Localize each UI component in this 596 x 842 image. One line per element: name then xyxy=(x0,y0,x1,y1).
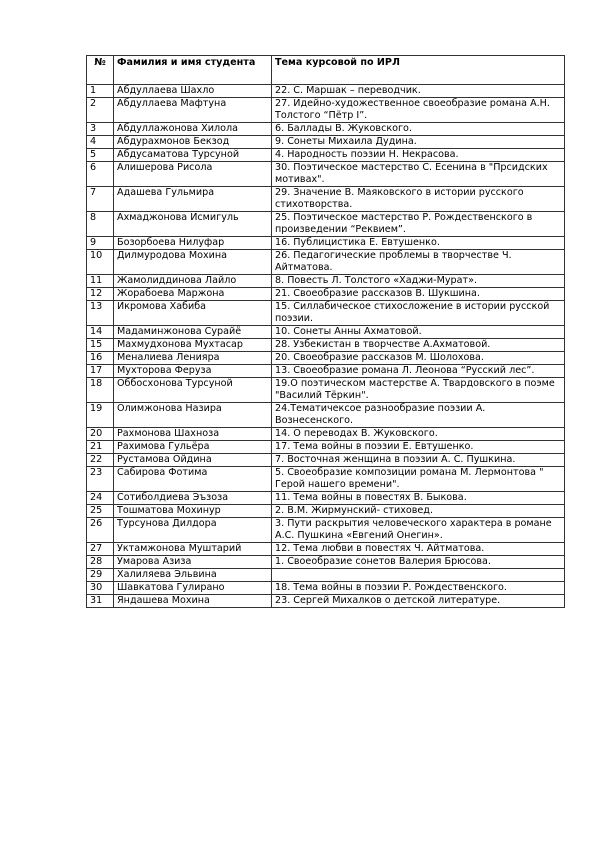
student-name: Умарова Азиза xyxy=(114,556,272,569)
course-topic: 4. Народность поэзии Н. Некрасова. xyxy=(272,149,565,162)
course-topic: 7. Восточная женщина в поэзии А. С. Пушкина. xyxy=(272,454,565,467)
row-number: 24 xyxy=(87,492,114,505)
table-row xyxy=(87,187,565,212)
table-row xyxy=(87,556,565,569)
course-topic: 20. Своеобразие рассказов М. Шолохова. xyxy=(272,352,565,365)
course-topic: 27. Идейно-художественное своеобразие романа А.Н. Толстого “Пётр I”. xyxy=(272,98,565,123)
header-student-name: Фамилия и имя студента xyxy=(114,56,272,85)
row-number: 5 xyxy=(87,149,114,162)
table-row xyxy=(87,98,565,123)
course-topic: 14. О переводах В. Жуковского. xyxy=(272,428,565,441)
course-topic: 28. Узбекистан в творчестве А.Ахматовой. xyxy=(272,339,565,352)
row-number: 20 xyxy=(87,428,114,441)
student-name: Мадаминжонова Сурайё xyxy=(114,326,272,339)
student-name: Абдуллаева Шахло xyxy=(114,85,272,98)
table-row xyxy=(87,467,565,492)
row-number: 7 xyxy=(87,187,114,212)
table-row xyxy=(87,441,565,454)
course-topic: 24.Тематичексое разнообразие поэзии А. Вознесенского. xyxy=(272,403,565,428)
student-name: Жамолиддинова Лайло xyxy=(114,275,272,288)
student-name: Рахимова Гульёра xyxy=(114,441,272,454)
student-name: Тошматова Мохинур xyxy=(114,505,272,518)
student-name: Яндашева Мохина xyxy=(114,595,272,608)
table-row xyxy=(87,301,565,326)
row-number: 8 xyxy=(87,212,114,237)
table-row xyxy=(87,454,565,467)
header-topic: Тема курсовой по ИРЛ xyxy=(272,56,565,85)
student-name: Халиляева Эльвина xyxy=(114,569,272,582)
row-number: 4 xyxy=(87,136,114,149)
course-topic: 22. С. Маршак – переводчик. xyxy=(272,85,565,98)
student-name: Ахмаджонова Исмигуль xyxy=(114,212,272,237)
row-number: 3 xyxy=(87,123,114,136)
course-topic xyxy=(272,569,565,582)
table-row xyxy=(87,403,565,428)
row-number: 2 xyxy=(87,98,114,123)
row-number: 29 xyxy=(87,569,114,582)
course-topic: 5. Своеобразие композиции романа М. Лермонтова " Герой нашего времени". xyxy=(272,467,565,492)
course-topic: 2. В.М. Жирмунский- стиховед. xyxy=(272,505,565,518)
table-row xyxy=(87,326,565,339)
student-name: Уктамжонова Муштарий xyxy=(114,543,272,556)
row-number: 15 xyxy=(87,339,114,352)
student-name: Жорабоева Маржона xyxy=(114,288,272,301)
student-name: Турсунова Дилдора xyxy=(114,518,272,543)
student-name: Олимжонова Назира xyxy=(114,403,272,428)
course-topic: 23. Сергей Михалков о детской литературе. xyxy=(272,595,565,608)
course-topic: 12. Тема любви в повестях Ч. Айтматова. xyxy=(272,543,565,556)
student-name: Сотиболдиева Эъзоза xyxy=(114,492,272,505)
course-topic: 8. Повесть Л. Толстого «Хаджи-Мурат». xyxy=(272,275,565,288)
row-number: 16 xyxy=(87,352,114,365)
table-row xyxy=(87,136,565,149)
course-topic: 3. Пути раскрытия человеческого характера в романе А.С. Пушкина «Евгений Онегин». xyxy=(272,518,565,543)
row-number: 21 xyxy=(87,441,114,454)
table-row xyxy=(87,582,565,595)
row-number: 26 xyxy=(87,518,114,543)
student-name: Рахмонова Шахноза xyxy=(114,428,272,441)
course-topic: 6. Баллады В. Жуковского. xyxy=(272,123,565,136)
table-row xyxy=(87,339,565,352)
course-topic: 25. Поэтическое мастерство Р. Рождественского в произведении “Реквием”. xyxy=(272,212,565,237)
student-name: Алишерова Рисола xyxy=(114,162,272,187)
row-number: 14 xyxy=(87,326,114,339)
row-number: 23 xyxy=(87,467,114,492)
row-number: 19 xyxy=(87,403,114,428)
row-number: 30 xyxy=(87,582,114,595)
table-row xyxy=(87,543,565,556)
row-number: 25 xyxy=(87,505,114,518)
table-row xyxy=(87,505,565,518)
student-name: Дилмуродова Мохина xyxy=(114,250,272,275)
row-number: 27 xyxy=(87,543,114,556)
course-topic: 21. Своеобразие рассказов В. Шукшина. xyxy=(272,288,565,301)
student-name: Абдуллаева Мафтуна xyxy=(114,98,272,123)
row-number: 9 xyxy=(87,237,114,250)
row-number: 1 xyxy=(87,85,114,98)
table-body xyxy=(87,85,565,608)
course-topic: 16. Публицистика Е. Евтушенко. xyxy=(272,237,565,250)
student-name: Абдусаматова Турсуной xyxy=(114,149,272,162)
student-name: Рустамова Ойдина xyxy=(114,454,272,467)
row-number: 17 xyxy=(87,365,114,378)
course-topic: 9. Сонеты Михаила Дудина. xyxy=(272,136,565,149)
row-number: 13 xyxy=(87,301,114,326)
row-number: 22 xyxy=(87,454,114,467)
table-row xyxy=(87,237,565,250)
student-name: Сабирова Фотима xyxy=(114,467,272,492)
table-row xyxy=(87,352,565,365)
student-name: Меналиева Ленияра xyxy=(114,352,272,365)
course-topic: 18. Тема войны в поэзии Р. Рождественского. xyxy=(272,582,565,595)
student-name: Мухторова Феруза xyxy=(114,365,272,378)
course-topic: 17. Тема войны в поэзии Е. Евтушенко. xyxy=(272,441,565,454)
row-number: 6 xyxy=(87,162,114,187)
row-number: 11 xyxy=(87,275,114,288)
student-name: Махмудхонова Мухтасар xyxy=(114,339,272,352)
students-table xyxy=(86,55,565,608)
student-name: Икромова Хабиба xyxy=(114,301,272,326)
table-row xyxy=(87,162,565,187)
row-number: 18 xyxy=(87,378,114,403)
course-topic: 11. Тема войны в повестях В. Быкова. xyxy=(272,492,565,505)
table-header-row xyxy=(87,56,565,85)
course-topic: 19.О поэтическом мастерстве А. Твардовского в поэме "Василий Тёркин". xyxy=(272,378,565,403)
row-number: 31 xyxy=(87,595,114,608)
table-row xyxy=(87,250,565,275)
course-topic: 29. Значение В. Маяковского в истории русского стихотворства. xyxy=(272,187,565,212)
table-row xyxy=(87,212,565,237)
row-number: 28 xyxy=(87,556,114,569)
table-row xyxy=(87,518,565,543)
document-page xyxy=(86,55,564,608)
course-topic: 26. Педагогические проблемы в творчестве Ч. Айтматова. xyxy=(272,250,565,275)
student-name: Адашева Гульмира xyxy=(114,187,272,212)
table-row xyxy=(87,595,565,608)
student-name: Абдурахмонов Бекзод xyxy=(114,136,272,149)
student-name: Шавкатова Гулирано xyxy=(114,582,272,595)
student-name: Абдуллажонова Хилола xyxy=(114,123,272,136)
course-topic: 15. Силлабическое стихосложение в истории русской поэзии. xyxy=(272,301,565,326)
course-topic: 1. Своеобразие сонетов Валерия Брюсова. xyxy=(272,556,565,569)
table-row xyxy=(87,492,565,505)
row-number: 10 xyxy=(87,250,114,275)
table-row xyxy=(87,365,565,378)
student-name: Бозорбоева Нилуфар xyxy=(114,237,272,250)
header-number: № xyxy=(87,56,114,85)
table-row xyxy=(87,288,565,301)
table-row xyxy=(87,378,565,403)
course-topic: 13. Своеобразие романа Л. Леонова “Русский лес”. xyxy=(272,365,565,378)
course-topic: 10. Сонеты Анны Ахматовой. xyxy=(272,326,565,339)
table-row xyxy=(87,569,565,582)
row-number: 12 xyxy=(87,288,114,301)
table-row xyxy=(87,123,565,136)
table-row xyxy=(87,275,565,288)
student-name: Оббосхонова Турсуной xyxy=(114,378,272,403)
table-row xyxy=(87,149,565,162)
table-row xyxy=(87,428,565,441)
course-topic: 30. Поэтическое мастерство С. Есенина в "Прсидских мотивах". xyxy=(272,162,565,187)
table-row xyxy=(87,85,565,98)
